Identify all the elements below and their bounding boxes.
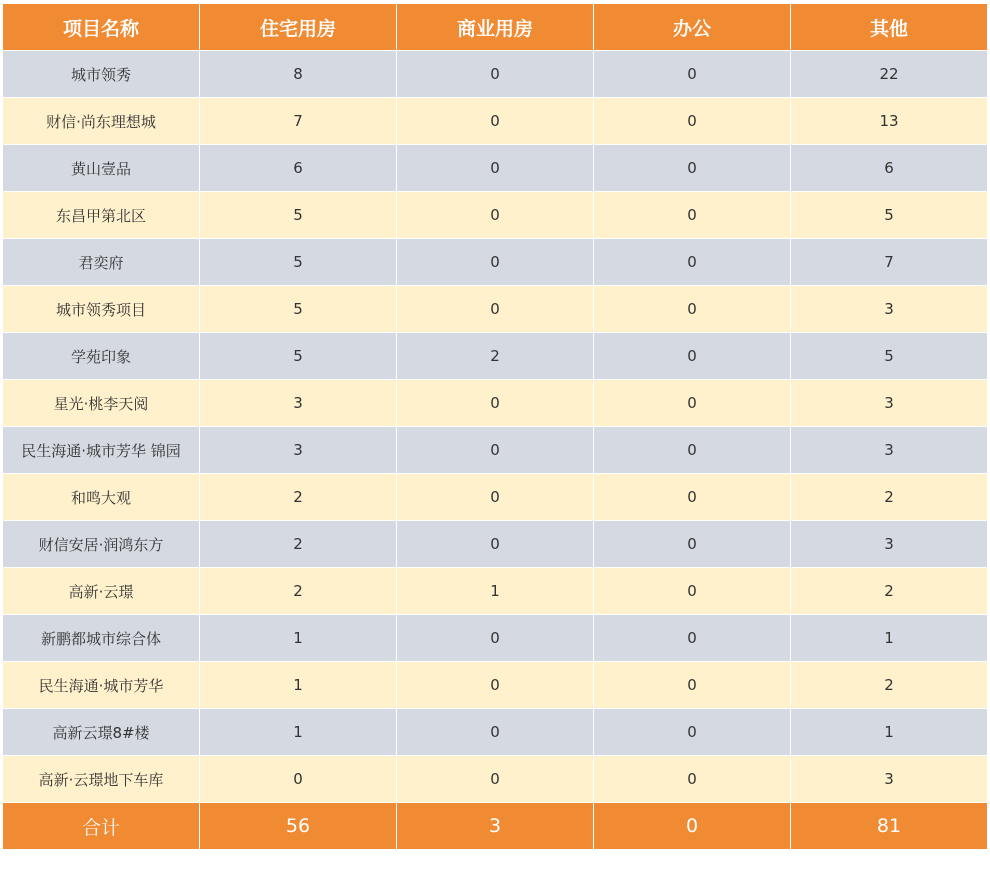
cell-other: 2 (791, 474, 988, 521)
table-row (3, 756, 988, 803)
cell-office: 0 (594, 662, 791, 709)
cell-commercial: 0 (397, 192, 594, 239)
table-body (3, 51, 988, 803)
cell-project-name: 君奕府 (3, 239, 200, 286)
total-residential: 56 (200, 803, 397, 850)
cell-project-name: 黄山壹品 (3, 145, 200, 192)
cell-residential: 1 (200, 709, 397, 756)
cell-other: 7 (791, 239, 988, 286)
header-commercial: 商业用房 (397, 4, 594, 51)
table-row (3, 427, 988, 474)
cell-office: 0 (594, 521, 791, 568)
table-row (3, 145, 988, 192)
cell-project-name: 星光·桃李天阅 (3, 380, 200, 427)
table-row (3, 286, 988, 333)
cell-commercial: 0 (397, 51, 594, 98)
cell-commercial: 0 (397, 756, 594, 803)
cell-commercial: 0 (397, 474, 594, 521)
cell-project-name: 财信安居·润鸿东方 (3, 521, 200, 568)
cell-residential: 7 (200, 98, 397, 145)
cell-residential: 3 (200, 380, 397, 427)
cell-office: 0 (594, 239, 791, 286)
cell-project-name: 和鸣大观 (3, 474, 200, 521)
cell-residential: 2 (200, 568, 397, 615)
header-office: 办公 (594, 4, 791, 51)
cell-project-name: 城市领秀项目 (3, 286, 200, 333)
cell-commercial: 0 (397, 380, 594, 427)
cell-commercial: 0 (397, 521, 594, 568)
cell-project-name: 民生海通·城市芳华 锦园 (3, 427, 200, 474)
cell-office: 0 (594, 98, 791, 145)
cell-project-name: 民生海通·城市芳华 (3, 662, 200, 709)
cell-office: 0 (594, 474, 791, 521)
cell-commercial: 0 (397, 145, 594, 192)
table-row (3, 662, 988, 709)
table-row (3, 521, 988, 568)
data-table-container (2, 3, 987, 850)
cell-other: 22 (791, 51, 988, 98)
cell-other: 3 (791, 380, 988, 427)
total-label: 合计 (3, 803, 200, 850)
cell-other: 1 (791, 615, 988, 662)
housing-type-table (2, 3, 988, 850)
cell-other: 2 (791, 662, 988, 709)
table-row (3, 98, 988, 145)
table-row (3, 568, 988, 615)
cell-commercial: 1 (397, 568, 594, 615)
cell-office: 0 (594, 286, 791, 333)
table-row (3, 380, 988, 427)
table-row (3, 239, 988, 286)
cell-office: 0 (594, 709, 791, 756)
cell-office: 0 (594, 756, 791, 803)
cell-office: 0 (594, 51, 791, 98)
cell-residential: 2 (200, 474, 397, 521)
cell-residential: 5 (200, 286, 397, 333)
cell-other: 3 (791, 756, 988, 803)
table-row (3, 192, 988, 239)
cell-other: 6 (791, 145, 988, 192)
cell-residential: 1 (200, 662, 397, 709)
cell-commercial: 0 (397, 286, 594, 333)
cell-residential: 1 (200, 615, 397, 662)
cell-residential: 5 (200, 239, 397, 286)
cell-other: 13 (791, 98, 988, 145)
table-header (3, 4, 988, 51)
cell-project-name: 财信·尚东理想城 (3, 98, 200, 145)
cell-project-name: 新鹏都城市综合体 (3, 615, 200, 662)
cell-office: 0 (594, 568, 791, 615)
cell-project-name: 东昌甲第北区 (3, 192, 200, 239)
cell-residential: 0 (200, 756, 397, 803)
cell-project-name: 高新·云璟 (3, 568, 200, 615)
cell-project-name: 学苑印象 (3, 333, 200, 380)
cell-office: 0 (594, 427, 791, 474)
cell-other: 3 (791, 521, 988, 568)
cell-project-name: 城市领秀 (3, 51, 200, 98)
cell-office: 0 (594, 615, 791, 662)
cell-commercial: 0 (397, 662, 594, 709)
table-row (3, 333, 988, 380)
cell-office: 0 (594, 333, 791, 380)
cell-commercial: 2 (397, 333, 594, 380)
header-project-name: 项目名称 (3, 4, 200, 51)
cell-commercial: 0 (397, 709, 594, 756)
table-row (3, 474, 988, 521)
header-residential: 住宅用房 (200, 4, 397, 51)
header-row (3, 4, 988, 51)
cell-residential: 5 (200, 333, 397, 380)
total-row (3, 803, 988, 850)
cell-residential: 6 (200, 145, 397, 192)
cell-other: 3 (791, 286, 988, 333)
cell-commercial: 0 (397, 239, 594, 286)
cell-project-name: 高新·云璟地下车库 (3, 756, 200, 803)
cell-office: 0 (594, 380, 791, 427)
table-footer (3, 803, 988, 850)
cell-commercial: 0 (397, 98, 594, 145)
cell-other: 1 (791, 709, 988, 756)
cell-residential: 2 (200, 521, 397, 568)
cell-office: 0 (594, 192, 791, 239)
cell-commercial: 0 (397, 427, 594, 474)
total-other: 81 (791, 803, 988, 850)
cell-residential: 3 (200, 427, 397, 474)
table-row (3, 709, 988, 756)
total-commercial: 3 (397, 803, 594, 850)
cell-other: 2 (791, 568, 988, 615)
cell-residential: 8 (200, 51, 397, 98)
cell-other: 5 (791, 333, 988, 380)
cell-residential: 5 (200, 192, 397, 239)
header-other: 其他 (791, 4, 988, 51)
cell-commercial: 0 (397, 615, 594, 662)
cell-project-name: 高新云璟8#楼 (3, 709, 200, 756)
cell-other: 5 (791, 192, 988, 239)
total-office: 0 (594, 803, 791, 850)
cell-office: 0 (594, 145, 791, 192)
table-row (3, 51, 988, 98)
table-row (3, 615, 988, 662)
cell-other: 3 (791, 427, 988, 474)
